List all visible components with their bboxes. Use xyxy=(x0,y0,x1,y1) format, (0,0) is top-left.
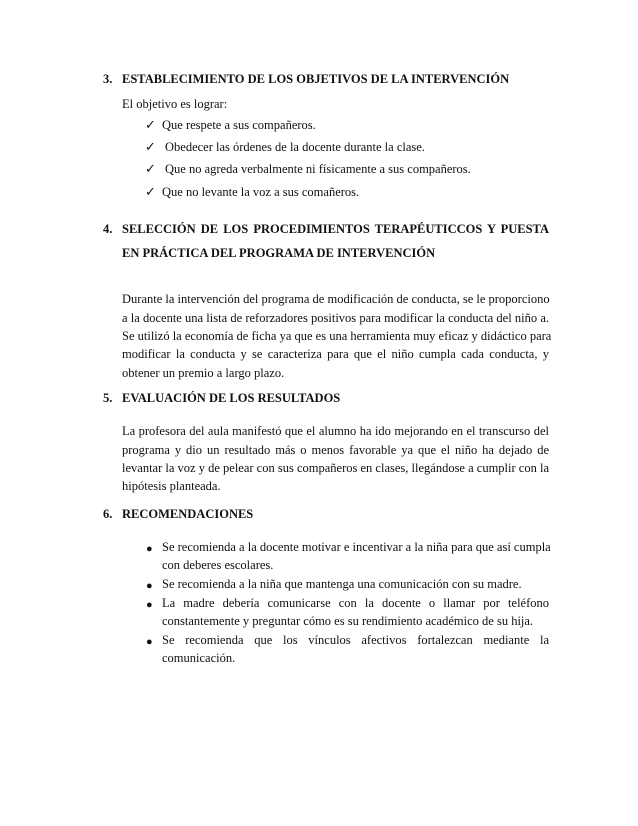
bullet-line: Se recomienda que los vínculos afectivos fortalezcan mediante la xyxy=(162,633,549,647)
paragraph-line: hipótesis planteada. xyxy=(122,479,221,493)
section-heading: EVALUACIÓN DE LOS RESULTADOS xyxy=(122,391,341,405)
paragraph-line: levantar la voz y de pelear con sus compañeros en clases, llegándose a cumplir con la xyxy=(122,461,549,475)
checkmark-icon: ✓ xyxy=(145,117,156,132)
section-number: 5. xyxy=(103,391,113,405)
checklist-item: Que no agreda verbalmente ni físicamente a sus compañeros. xyxy=(165,162,471,176)
paragraph-line: La profesora del aula manifestó que el alumno ha ido mejorando en el transcurso del xyxy=(122,424,549,438)
checkmark-icon: ✓ xyxy=(145,161,156,176)
section-heading: RECOMENDACIONES xyxy=(122,507,254,521)
bullet-line: constantemente y preguntar cómo es su rendimiento académico de su hija. xyxy=(162,614,534,628)
checkmark-icon: ✓ xyxy=(145,184,156,199)
paragraph-line: modificar la conducta y se caracteriza para que el niño cumpla cada conducta, y xyxy=(122,347,549,361)
checkmark-icon: ✓ xyxy=(145,139,156,154)
bullet-line: La madre debería comunicarse con la docente o llamar por teléfono xyxy=(162,596,549,610)
section-heading: ESTABLECIMIENTO DE LOS OBJETIVOS DE LA INTERVENCIÓN xyxy=(122,72,510,86)
checklist-item: Que respete a sus compañeros. xyxy=(162,118,316,132)
bullet-line: Se recomienda a la docente motivar e incentivar a la niña para que así cumpla xyxy=(162,540,551,554)
section-number: 6. xyxy=(103,507,113,521)
paragraph-line: Durante la intervención del programa de modificación de conducta, se le proporciono xyxy=(122,292,550,306)
bullet-dot-icon: ● xyxy=(146,543,153,555)
bullet-line: con deberes escolares. xyxy=(162,558,274,572)
paragraph-line: obtener un premio a largo plazo. xyxy=(122,366,285,380)
bullet-dot-icon: ● xyxy=(146,636,153,648)
section-heading-line: SELECCIÓN DE LOS PROCEDIMIENTOS TERAPÉUTICCOS Y PUESTA xyxy=(122,222,549,236)
section-intro: El objetivo es lograr: xyxy=(122,97,228,111)
section-number: 4. xyxy=(103,222,113,236)
checklist-item: Que no levante la voz a sus comañeros. xyxy=(162,185,360,199)
paragraph-line: a la docente una lista de reforzadores positivos para modificar la conducta del niño a. xyxy=(122,311,549,325)
bullet-line: comunicación. xyxy=(162,651,236,665)
section-number: 3. xyxy=(103,72,113,86)
bullet-dot-icon: ● xyxy=(146,580,153,592)
bullet-dot-icon: ● xyxy=(146,599,153,611)
bullet-line: Se recomienda a la niña que mantenga una comunicación con su madre. xyxy=(162,577,522,591)
checklist-item: Obedecer las órdenes de la docente durante la clase. xyxy=(165,140,425,154)
paragraph-line: Se utilizó la economía de ficha ya que es una herramienta muy eficaz y didáctico para xyxy=(122,329,552,343)
section-heading-line: EN PRÁCTICA DEL PROGRAMA DE INTERVENCIÓN xyxy=(122,246,436,260)
paragraph-line: programa y dio un resultado más o menos favorable ya que el niño ha dejado de xyxy=(122,443,549,457)
